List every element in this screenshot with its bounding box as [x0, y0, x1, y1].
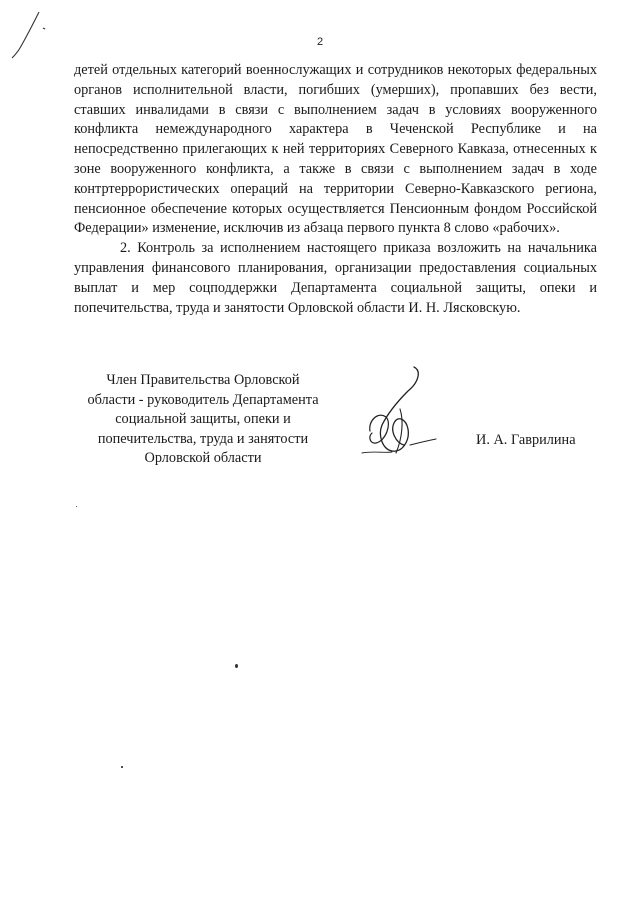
signatory-position: [74, 371, 332, 469]
signatory-position-line: социальной защиты, опеки и: [115, 411, 291, 428]
paragraph-item-2: 2. Контроль за исполнением настоящего приказа возложить на начальника управления финансового планирования, организации предоставления социальных выплат и мер соцподдержки Департамента социальной защиты, опеки и попечительства, труда и занятости Орловской области И. Н. Лясковскую.: [74, 240, 597, 316]
scan-speck: [235, 664, 238, 668]
handwritten-signature: [352, 361, 438, 461]
signatory-name: И. А. Гаврилина: [476, 432, 576, 448]
signatory-position-line: Член Правительства Орловской: [106, 372, 300, 388]
handwritten-corner-mark: [6, 8, 52, 60]
scan-speck: [76, 506, 77, 507]
signatory-position-line: области - руководитель Департамента: [87, 391, 319, 408]
paragraph-continuation: детей отдельных категорий военнослужащих и сотрудников некоторых федеральных органов исполнительной власти, погибших (умерших), пропавших без вести, ставших инвалидами в связи с выполнением задач в условиях вооруженного конфликта немеждународного характера в Чеченской Республике и на непосредственно прилегающих к ней территориях Северного Кавказа, отнесенных к зоне вооруженного конфликта, а также в связи с выполнением задач в ходе контртеррористических операций на территории Северно-Кавказского региона, пенсионное обеспечение которых осуществляется Пенсионным фондом Российской Федерации» изменение, исключив из абзаца первого пункта 8 слово «рабочих».: [74, 62, 597, 237]
body-text: [74, 61, 597, 318]
page-number: 2: [316, 36, 324, 48]
scan-speck: [121, 766, 123, 768]
signatory-position-line: Орловской области: [144, 450, 262, 467]
signatory-position-line: попечительства, труда и занятости: [97, 430, 309, 447]
